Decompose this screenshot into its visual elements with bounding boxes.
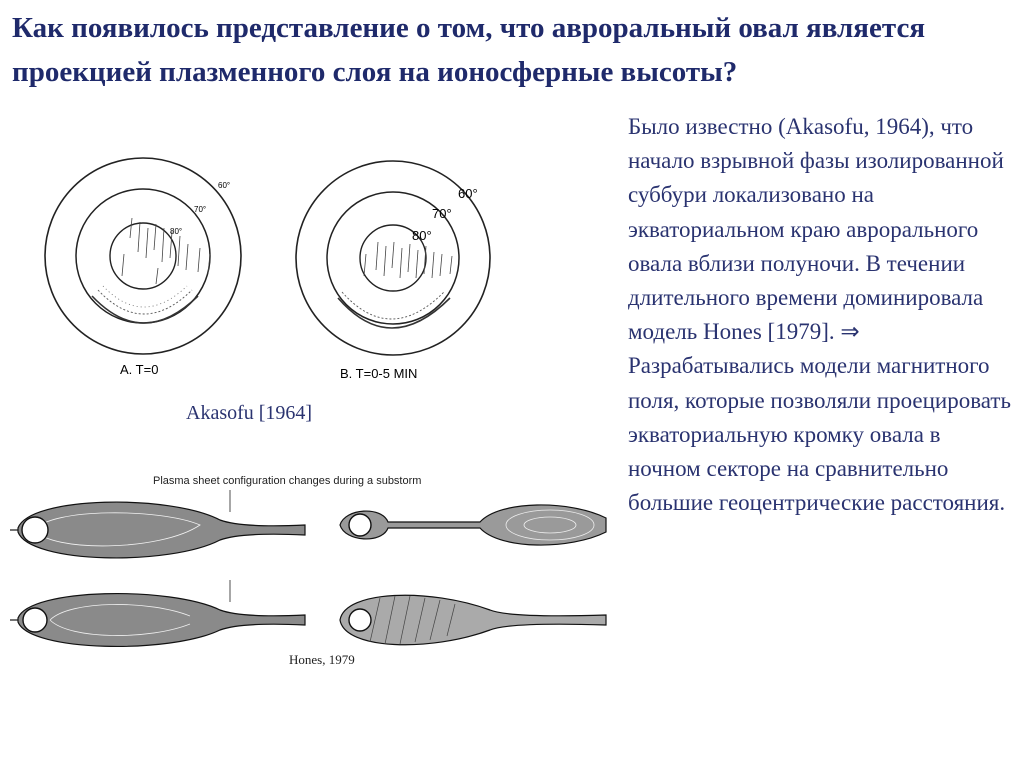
- lat-80-label: 80°: [170, 227, 183, 236]
- lat-70-label: 70°: [432, 206, 452, 221]
- plasma-sheet-panel-4: [340, 595, 606, 645]
- aurora-arc: [92, 296, 198, 323]
- plasma-sheet-panel-2: [340, 505, 606, 545]
- lat-80-label: 80°: [412, 228, 432, 243]
- hones-figure-title: Plasma sheet configuration changes during a substorm: [153, 475, 422, 487]
- panel-b: [296, 161, 490, 381]
- akasofu-caption: Akasofu [1964]: [186, 402, 313, 424]
- aurora-streaks: [364, 242, 452, 278]
- hones-diagram: [10, 470, 606, 682]
- lat-60-label: 60°: [218, 181, 231, 190]
- aurora-streaks: [122, 218, 210, 284]
- slide-title: Как появилось представление о том, что авроральный овал является проекцией плазменного слоя на ионосферные высоты?: [12, 12, 926, 88]
- panel-a-label: A. T=0: [120, 362, 159, 377]
- body-text: Было известно (Akasofu, 1964), что начало взрывной фазы изолированной суббури локализовано на экваториальном краю аврорального овала вблизи полуночи. В течении длительного времени доминировала модель Hones [1979]. ⇒ Разрабатывались модели магнитного поля, которые позволяли проецировать экваториальную кромку овала в ночном секторе на сравнительно большие геоцентрические расстояния.: [628, 114, 1011, 516]
- lat-70-label: 70°: [194, 205, 207, 214]
- hones-caption: Hones, 1979: [289, 652, 355, 667]
- plasma-sheet-panel-1: [10, 490, 305, 558]
- circle-60: [45, 158, 241, 354]
- akasofu-diagram: [40, 158, 478, 388]
- panel-b-label: B. T=0-5 MIN: [340, 366, 418, 381]
- plasma-sheet-panel-3: [10, 580, 305, 646]
- lat-60-label: 60°: [458, 186, 478, 201]
- circle-80: [110, 223, 176, 289]
- panel-a: [45, 158, 241, 377]
